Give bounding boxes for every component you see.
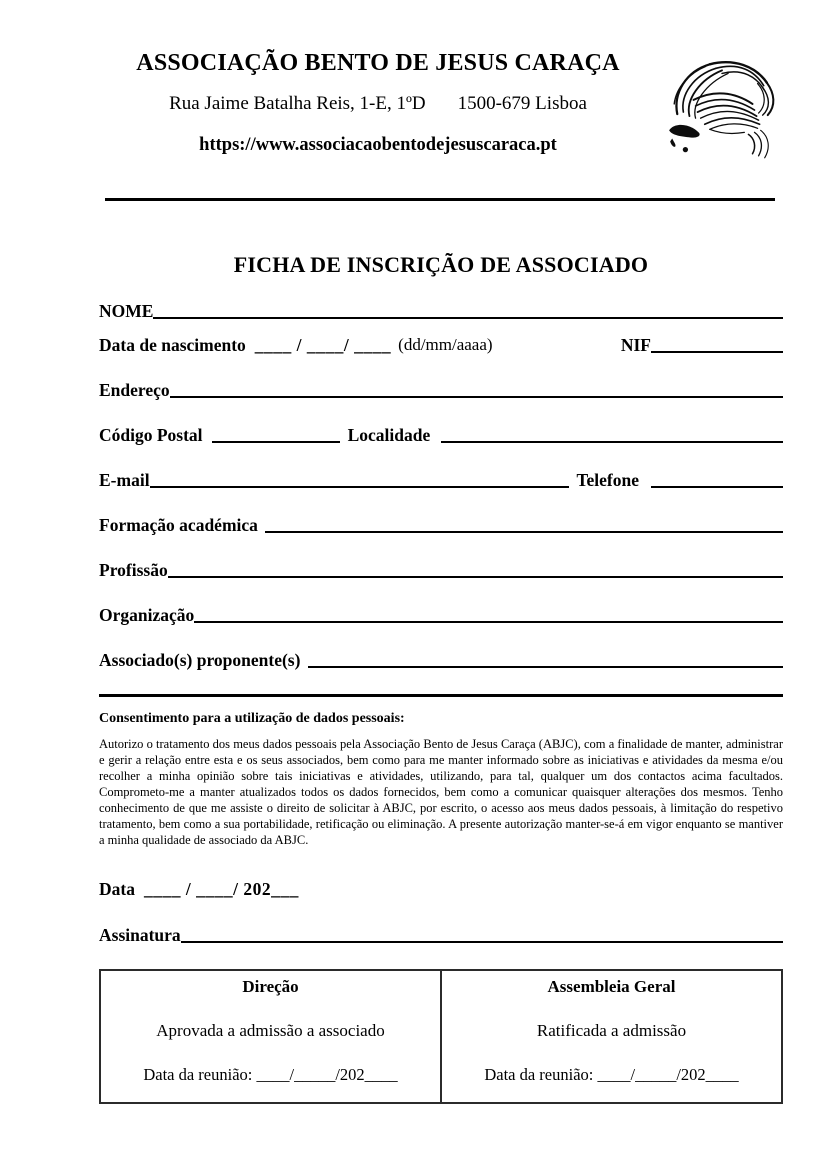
codigo-postal-blank-line — [212, 441, 340, 443]
organizacao-blank-line — [194, 621, 783, 623]
direcao-meeting-date: Data da reunião: ____/_____/202____ — [143, 1065, 398, 1084]
approval-table — [99, 969, 783, 1104]
field-row-codigo-localidade — [99, 424, 783, 446]
consent-divider — [99, 694, 783, 697]
email-label: E-mail — [99, 470, 150, 490]
postal-city: 1500-679 Lisboa — [457, 92, 587, 114]
organization-address — [99, 93, 657, 115]
field-row-endereco — [99, 379, 783, 401]
street-address: Rua Jaime Batalha Reis, 1-E, 1ºD — [169, 92, 426, 114]
telefone-blank-line — [651, 486, 783, 488]
portrait-sketch-icon — [661, 53, 783, 165]
assinatura-label: Assinatura — [99, 925, 181, 945]
date-format-hint: (dd/mm/aaaa) — [398, 335, 493, 354]
localidade-blank-line — [441, 441, 783, 443]
formacao-blank-line — [265, 531, 783, 533]
assinatura-blank-line — [181, 941, 783, 943]
data-blanks: ____ / ____/ 202___ — [143, 879, 299, 899]
field-row-profissao — [99, 559, 783, 581]
endereco-label: Endereço — [99, 380, 170, 400]
field-row-nome — [99, 300, 783, 322]
codigo-postal-label: Código Postal — [99, 425, 203, 445]
website-link[interactable]: https://www.associacaobentodejesuscaraca.pt — [199, 134, 557, 155]
assembleia-cell — [440, 971, 781, 1102]
letterhead — [99, 50, 783, 165]
nascimento-blanks: ____ / ____/ ____ — [254, 335, 392, 355]
email-blank-line — [150, 486, 570, 488]
direcao-cell — [101, 971, 440, 1102]
header-divider — [105, 198, 775, 201]
field-row-data — [99, 878, 783, 900]
profissao-blank-line — [168, 576, 783, 578]
proponentes-label: Associado(s) proponente(s) — [99, 650, 301, 670]
bento-caraca-logo — [661, 53, 783, 165]
nome-blank-line — [153, 317, 783, 319]
endereco-blank-line — [170, 396, 783, 398]
field-row-assinatura — [99, 924, 783, 946]
nome-label: NOME — [99, 301, 154, 321]
field-row-nascimento-nif — [99, 334, 783, 356]
organization-name: ASSOCIAÇÃO BENTO DE JESUS CARAÇA — [136, 50, 620, 76]
direcao-title: Direção — [242, 977, 299, 996]
field-row-email-telefone — [99, 469, 783, 491]
data-label: Data — [99, 879, 135, 899]
organizacao-label: Organização — [99, 605, 195, 625]
consent-paragraph: Autorizo o tratamento dos meus dados pessoais pela Associação Bento de Jesus Caraça (ABJC), com a finalidade de manter, administrar e gerir a relação entre esta e os seus associados, bem como para me manter informado sobre as iniciativas e atividades da mesma e/ou recolher a minha opinião sobre tais iniciativas e atividades, utilizando, para tal, qualquer um dos contactos acima facultados. Comprometo-me a manter atualizados todos os dados fornecidos, bem como a comunicar quaisquer alterações dos mesmos. Tenho conhecimento de que me assiste o direito de solicitar à ABJC, por escrito, o acesso aos meus dados pessoais, à limitação do respetivo tratamento, bem como a sua portabilidade, retificação ou eliminação. A presente autorização manter-se-á em vigor enquanto se mantiver a minha qualidade de associado da ABJC. — [99, 737, 783, 847]
nif-label: NIF — [620, 335, 651, 355]
formacao-label: Formação académica — [99, 515, 258, 535]
proponentes-blank-line — [308, 666, 783, 668]
direcao-decision: Aprovada a admissão a associado — [156, 1021, 385, 1040]
assembleia-title: Assembleia Geral — [547, 977, 676, 996]
letterhead-text — [99, 50, 657, 156]
nif-blank-line — [651, 351, 783, 353]
localidade-label: Localidade — [347, 425, 431, 445]
nascimento-label: Data de nascimento — [99, 335, 246, 355]
field-row-formacao — [99, 514, 783, 536]
field-row-organizacao — [99, 604, 783, 626]
consent-heading: Consentimento para a utilização de dados pessoais: — [99, 711, 405, 726]
assembleia-meeting-date: Data da reunião: ____/_____/202____ — [484, 1065, 739, 1084]
telefone-label: Telefone — [576, 470, 639, 490]
form-title: FICHA DE INSCRIÇÃO DE ASSOCIADO — [233, 252, 649, 277]
field-row-proponentes — [99, 649, 783, 671]
assembleia-decision: Ratificada a admissão — [536, 1021, 687, 1040]
profissao-label: Profissão — [99, 560, 168, 580]
